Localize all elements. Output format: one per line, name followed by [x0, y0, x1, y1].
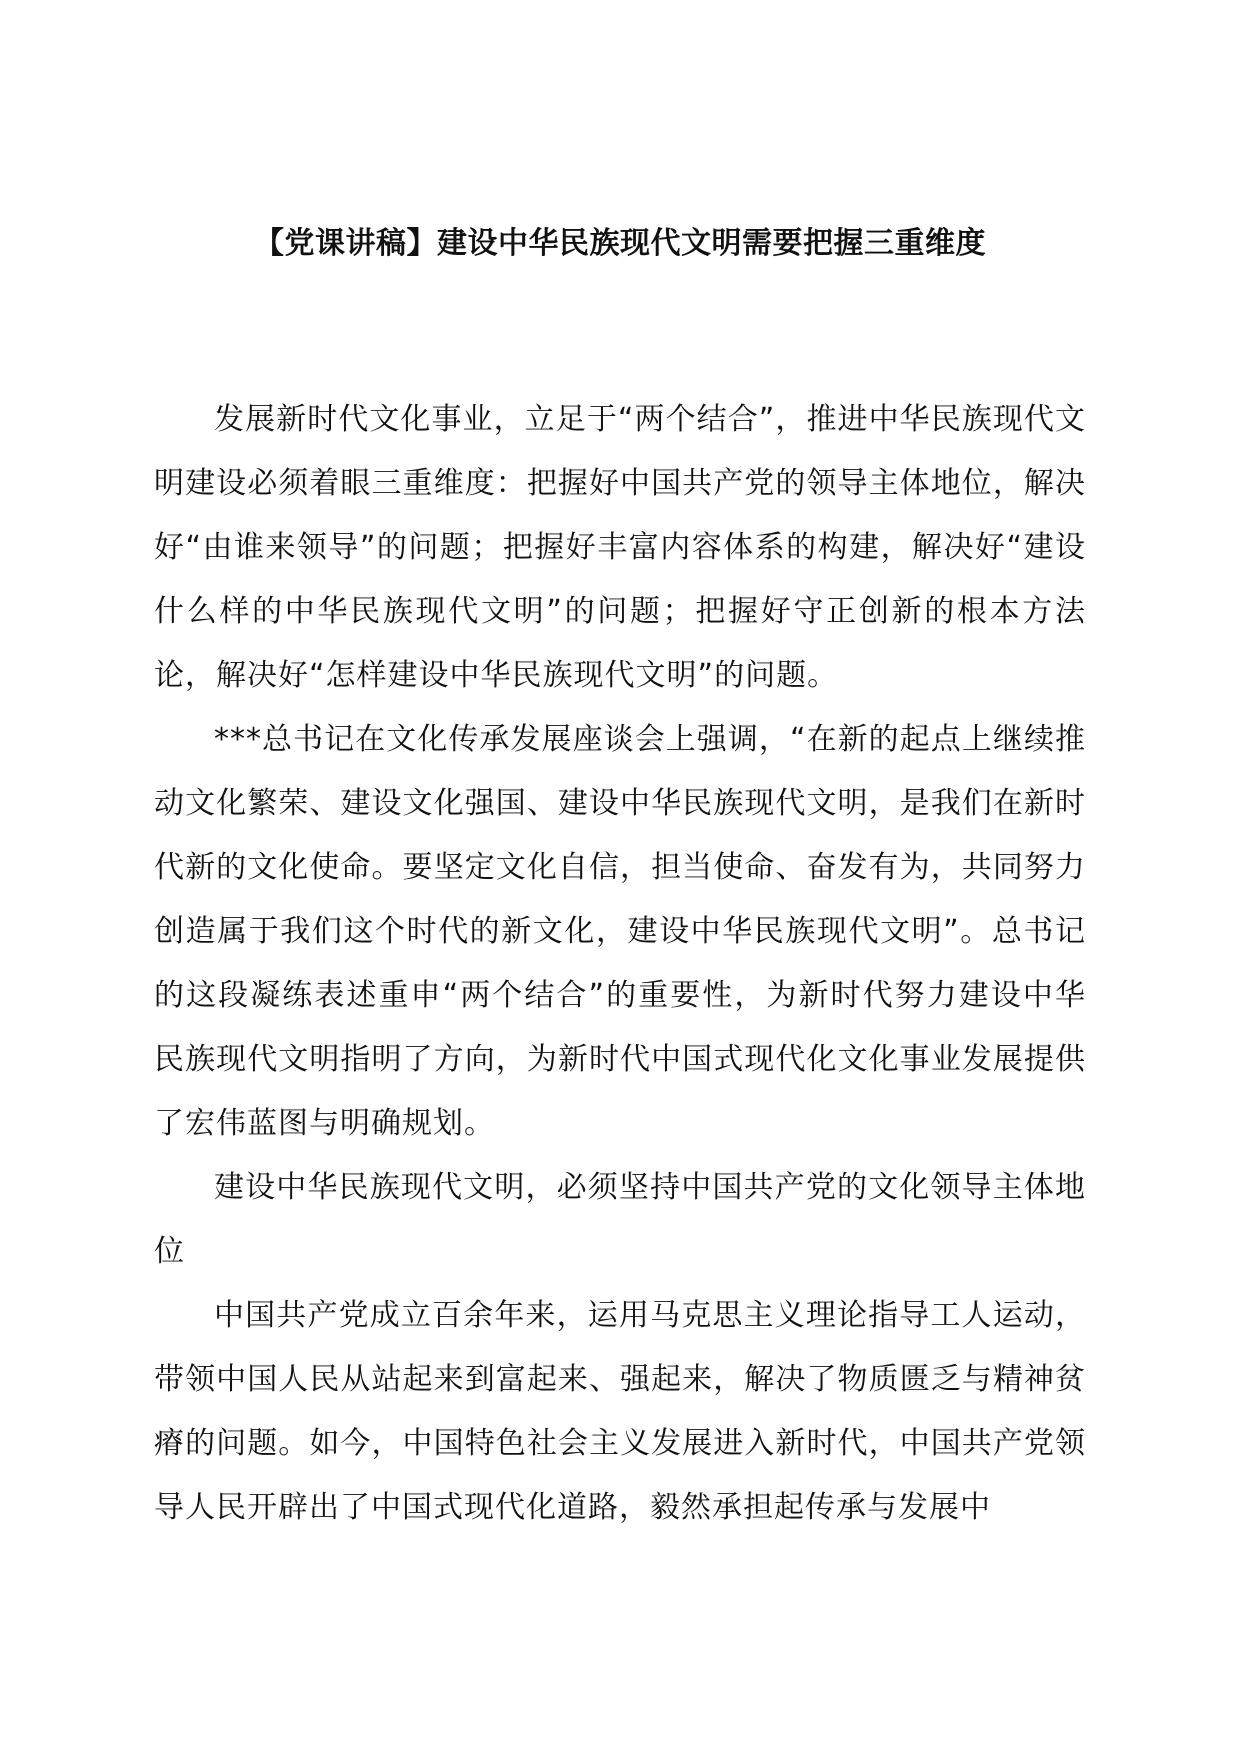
paragraph-intro: 发展新时代文化事业，立足于“两个结合”，推进中华民族现代文明建设必须着眼三重维度：把握好中国共产党的领导主体地位，解决好“由谁来领导”的问题；把握好丰富内容体系的构建，解决好“建设什么样的中华民族现代文明”的问题；把握好守正创新的根本方法论，解决好“怎样建设中华民族现代文明”的问题。 — [154, 402, 1086, 693]
document-title: 【党课讲稿】建设中华民族现代文明需要把握三重维度 — [254, 226, 986, 261]
paragraph-history: 中国共产党成立百余年来，运用马克思主义理论指导工人运动，带领中国人民从站起来到富起来、强起来，解决了物质匮乏与精神贫瘠的问题。如今，中国特色社会主义发展进入新时代，中国共产党领导人民开辟出了中国式现代化道路，毅然承担起传承与发展中 — [154, 1298, 1086, 1525]
document-body — [154, 388, 1086, 1540]
section-heading: 建设中华民族现代文明，必须坚持中国共产党的文化领导主体地位 — [154, 1170, 1086, 1269]
paragraph-quote: ***总书记在文化传承发展座谈会上强调，“在新的起点上继续推动文化繁荣、建设文化强国、建设中华民族现代文明，是我们在新时代新的文化使命。要坚定文化自信，担当使命、奋发有为，共同努力创造属于我们这个时代的新文化，建设中华民族现代文明”。总书记的这段凝练表述重申“两个结合”的重要性，为新时代努力建设中华民族现代文明指明了方向，为新时代中国式现代化文化事业发展提供了宏伟蓝图与明确规划。 — [154, 722, 1086, 1141]
